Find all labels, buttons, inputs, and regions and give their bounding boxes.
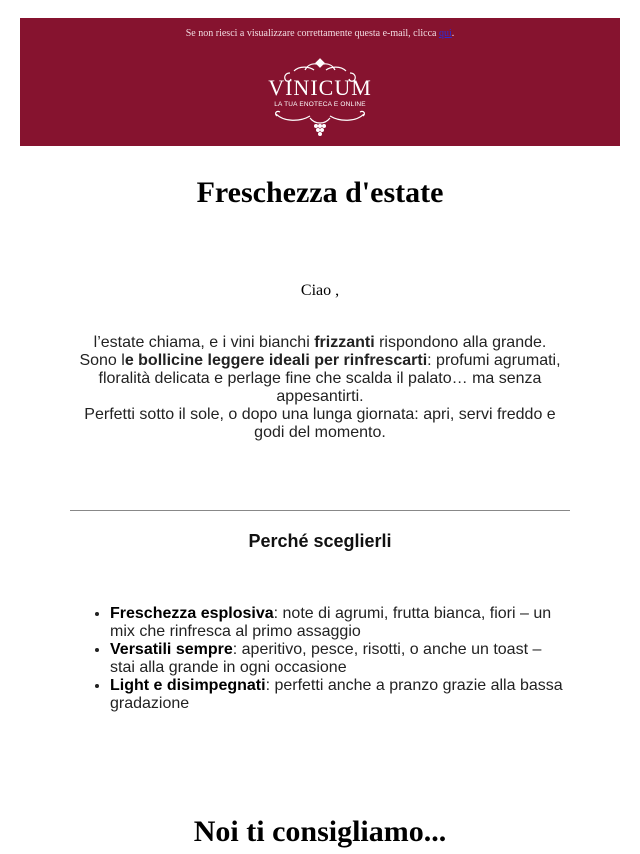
email-header xyxy=(20,18,620,146)
list-item xyxy=(110,605,570,641)
vinicum-logo[interactable] xyxy=(266,56,374,138)
benefit-title: Versatili sempre xyxy=(110,641,233,658)
list-item xyxy=(110,677,570,713)
intro-l2b: e bollicine leggere ideali per rinfrescarti xyxy=(124,352,428,369)
benefits-list xyxy=(70,605,570,713)
intro-l1a: l’estate chiama, e i vini bianchi xyxy=(93,334,315,351)
brand-name: VINICUM xyxy=(268,75,372,100)
intro-text xyxy=(70,334,570,442)
view-online-text: Se non riesci a visualizzare correttamente questa e-mail, clicca xyxy=(185,28,439,39)
view-online-link[interactable]: qui xyxy=(438,28,452,39)
intro-line-2 xyxy=(70,352,570,406)
intro-l2c: : profumi agrumati, floralità delicata e perlage fine che scalda il palato… ma senza appesantirti. xyxy=(98,352,561,405)
intro-line-1 xyxy=(70,334,570,352)
recommendations-title: Noi ti consigliamo... xyxy=(193,815,447,848)
benefit-text: : aperitivo, pesce, risotti, o anche un toast – stai alla grande in ogni occasione xyxy=(110,641,542,676)
view-online-end: . xyxy=(451,28,455,39)
section-title: Perché sceglierli xyxy=(248,531,392,551)
benefit-text: : note di agrumi, frutta bianca, fiori – un mix che rinfresca al primo assaggio xyxy=(110,605,552,640)
brand-tagline: LA TUA ENOTECA E ONLINE xyxy=(274,101,366,108)
intro-l1c: rispondono alla grande. xyxy=(374,334,547,351)
greeting: Ciao , xyxy=(300,282,340,299)
benefit-text: : perfetti anche a pranzo grazie alla bassa gradazione xyxy=(110,677,563,712)
newsletter-title: Freschezza d'estate xyxy=(196,176,444,209)
benefit-title: Freschezza esplosiva xyxy=(110,605,274,622)
section-divider xyxy=(70,510,570,511)
benefit-title: Light e disimpegnati xyxy=(110,677,266,694)
intro-l2a: Sono l xyxy=(79,352,125,369)
intro-line-3: Perfetti sotto il sole, o dopo una lunga giornata: apri, servi freddo e godi del momento. xyxy=(84,406,556,441)
intro-l1b: frizzanti xyxy=(314,334,375,351)
list-item xyxy=(110,641,570,677)
view-online-notice xyxy=(20,28,620,39)
